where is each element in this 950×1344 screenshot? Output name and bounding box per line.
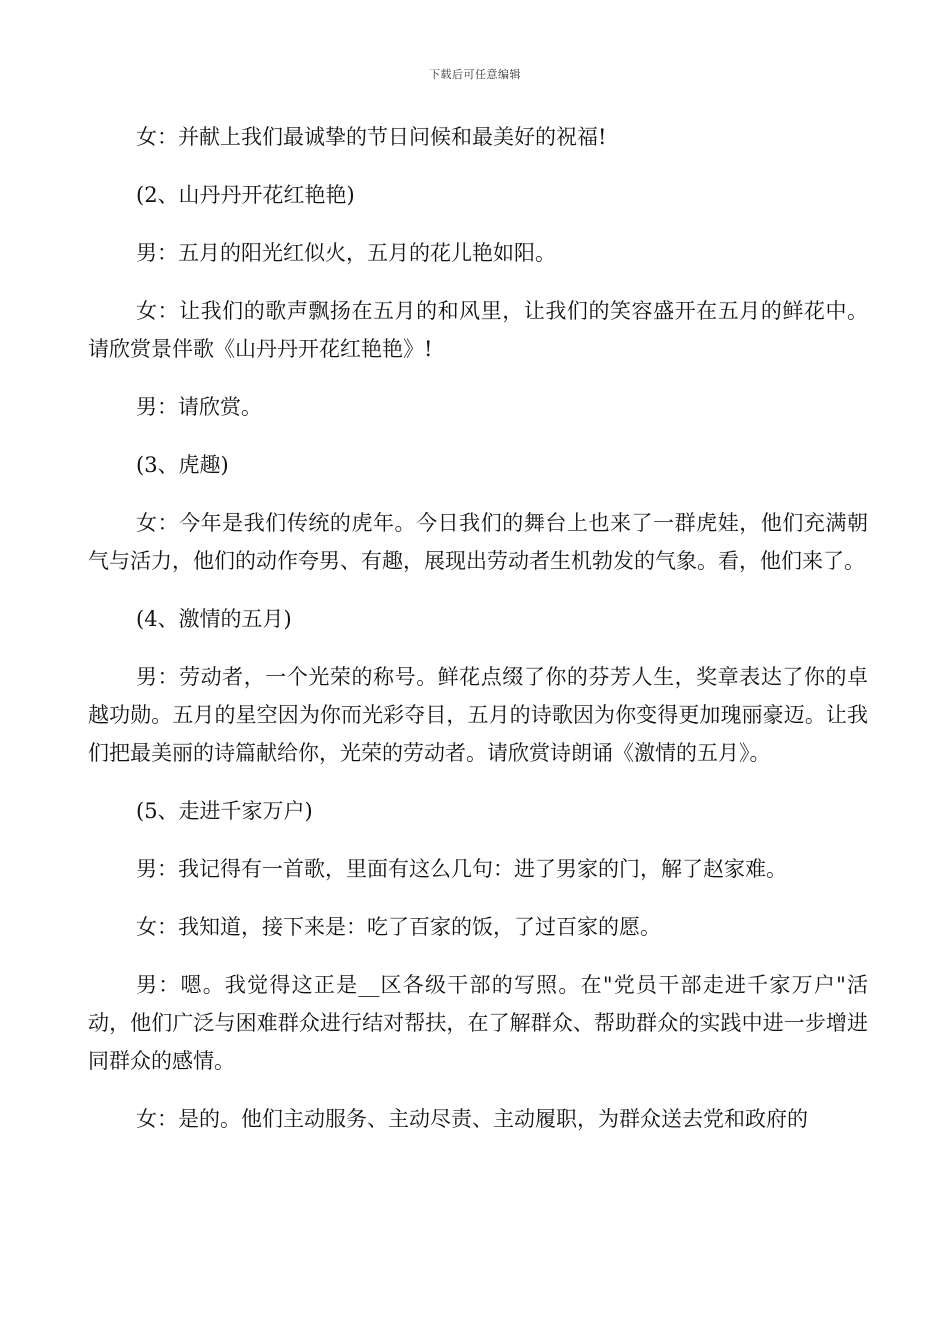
paragraph: 男：劳动者，一个光荣的称号。鲜花点缀了你的芬芳人生，奖章表达了你的卓越功勋。五月的星空因为你而光彩夺目，五月的诗歌因为你变得更加瑰丽豪迈。让我们把最美丽的诗篇献给你，光荣的劳动者。请欣赏诗朗诵《激情的五月》。 [88, 665, 868, 765]
paragraph: 男：五月的阳光红似火，五月的花儿艳如阳。 [136, 241, 556, 265]
paragraph: 女：让我们的歌声飘扬在五月的和风里，让我们的笑容盛开在五月的鲜花中。请欣赏景伴歌《山丹丹开花红艳艳》! [88, 299, 868, 361]
document-body [88, 118, 868, 1158]
paragraph: 女：我知道，接下来是：吃了百家的饭，了过百家的愿。 [136, 915, 661, 939]
section-heading: (5、走进千家万户) [136, 799, 313, 823]
paragraph: 女：并献上我们最诚挚的节日问候和最美好的祝福! [136, 125, 607, 149]
section-heading: (2、山丹丹开花红艳艳) [136, 183, 355, 207]
paragraph: 男：请欣赏。 [136, 395, 262, 419]
page-header-note: 下载后可任意编辑 [429, 68, 521, 81]
section-heading: (3、虎趣) [136, 453, 229, 477]
section-heading: (4、激情的五月) [136, 607, 292, 631]
paragraph: 女：是的。他们主动服务、主动尽责、主动履职，为群众送去党和政府的 [136, 1107, 808, 1131]
paragraph: 男：我记得有一首歌，里面有这么几句：进了男家的门，解了赵家难。 [136, 857, 787, 881]
paragraph: 男：嗯。我觉得这正是__区各级干部的写照。在"党员干部走进千家万户"活动，他们广泛与困难群众进行结对帮扶，在了解群众、帮助群众的实践中进一步增进同群众的感情。 [88, 973, 868, 1073]
paragraph: 女：今年是我们传统的虎年。今日我们的舞台上也来了一群虎娃，他们充满朝气与活力，他们的动作夸男、有趣，展现出劳动者生机勃发的气象。看，他们来了。 [88, 511, 868, 573]
